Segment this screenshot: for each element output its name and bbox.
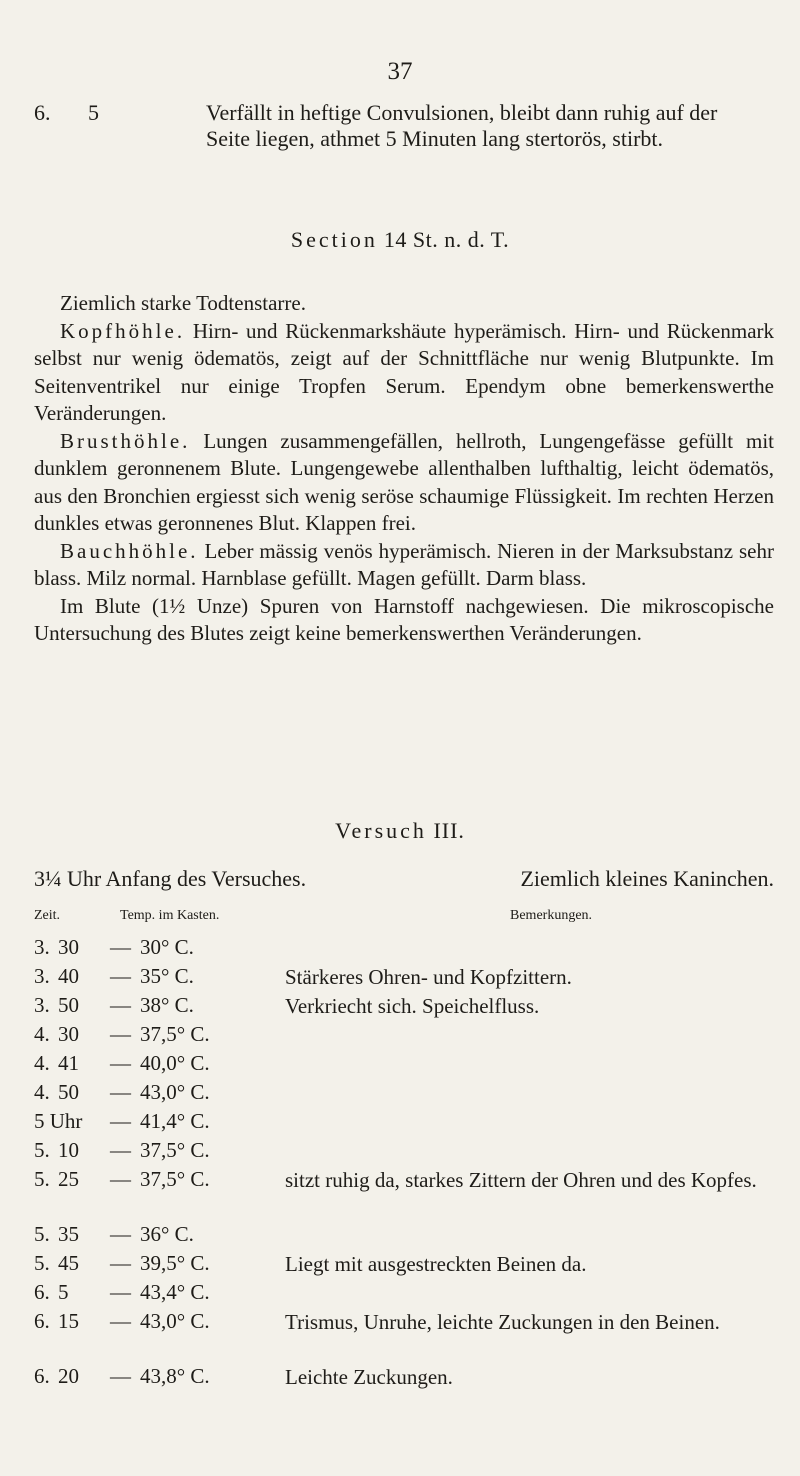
row-dash: — <box>110 1167 131 1191</box>
time-hour: 4. <box>34 1022 50 1046</box>
label-kopfhoehle: Kopfhöhle. <box>60 318 186 343</box>
time-minute: 41 <box>58 1051 79 1075</box>
row-dash: — <box>110 1022 131 1046</box>
row-dash: — <box>110 1309 131 1333</box>
autopsy-report <box>34 290 774 648</box>
remark-text: Stärkeres Ohren- und Kopfzittern. <box>285 965 572 989</box>
column-header-bemerkungen: Bemerkungen. <box>510 908 593 923</box>
time-hour: 6. <box>34 1280 50 1304</box>
time-minute: 20 <box>58 1364 79 1388</box>
time-hour: 6. <box>34 1364 50 1388</box>
label-brusthoehle: Brusthöhle. <box>60 428 191 453</box>
temperature-value: 37,5° C. <box>140 1167 210 1191</box>
versuch-heading-num: III. <box>433 818 465 843</box>
row-dash: — <box>110 1364 131 1388</box>
versuch-intro-subject: Ziemlich kleines Kaninchen. <box>520 866 774 891</box>
row-dash: — <box>110 964 131 988</box>
time-hour: 5. <box>34 1222 50 1246</box>
row-dash: — <box>110 1138 131 1162</box>
row-dash: — <box>110 1051 131 1075</box>
temperature-value: 36° C. <box>140 1222 194 1246</box>
time-hour: 3. <box>34 935 50 959</box>
versuch-intro-start: 3¼ Uhr Anfang des Versuches. <box>34 866 307 891</box>
temperature-value: 40,0° C. <box>140 1051 210 1075</box>
paragraph-blut: Im Blute (1½ Unze) Spuren von Harnstoff nachgewiesen. Die mikroscopische Untersuchung des Blutes zeigt keine bemerkenswerthen Veränderungen. <box>34 593 774 645</box>
time-hour: 5 Uhr <box>34 1109 83 1133</box>
remark-text: Verkriecht sich. Speichelfluss. <box>285 994 540 1018</box>
entry-hour: 6. <box>34 100 51 125</box>
time-hour: 6. <box>34 1309 50 1333</box>
temperature-value: 37,5° C. <box>140 1022 210 1046</box>
time-minute: 50 <box>58 993 79 1017</box>
time-hour: 5. <box>34 1138 50 1162</box>
row-dash: — <box>110 935 131 959</box>
time-minute: 40 <box>58 964 79 988</box>
temperature-value: 43,0° C. <box>140 1309 210 1333</box>
remark-text: Leichte Zuckungen. <box>285 1365 453 1389</box>
temperature-value: 41,4° C. <box>140 1109 210 1133</box>
paragraph-todtenstarre: Ziemlich starke Todtenstarre. <box>60 291 306 315</box>
temperature-value: 43,8° C. <box>140 1364 210 1388</box>
remark-text: sitzt ruhig da, starkes Zittern der Ohren und des Kopfes. <box>285 1168 757 1192</box>
label-bauchhoehle: Bauchhöhle. <box>60 538 199 563</box>
time-hour: 3. <box>34 964 50 988</box>
time-minute: 5 <box>58 1280 69 1304</box>
section-heading-word: Section <box>290 227 378 252</box>
column-header-zeit: Zeit. <box>34 908 61 923</box>
temperature-value: 43,4° C. <box>140 1280 210 1304</box>
time-minute: 45 <box>58 1251 79 1275</box>
remark-text: Liegt mit ausgestreckten Beinen da. <box>285 1252 587 1276</box>
temperature-value: 43,0° C. <box>140 1080 210 1104</box>
temperature-value: 39,5° C. <box>140 1251 210 1275</box>
paragraph-bauchhoehle <box>34 538 774 593</box>
time-hour: 5. <box>34 1251 50 1275</box>
text-brusthoehle: Lungen zusammengefällen, hellroth, Lungengefässe gefüllt mit dunklem geronnenem Blute. Lungengewebe allenthalben lufthaltig, leicht ödematös, aus den Bronchien ergiesst sich wenig seröse schaumige Flüssigkeit. Im rechten Herzen dunkles etwas geronnenes Blut. Klappen frei. <box>34 428 774 535</box>
paragraph-kopfhoehle <box>34 318 774 428</box>
section-heading-rest: 14 St. n. d. T. <box>383 227 510 252</box>
temperature-value: 35° C. <box>140 964 194 988</box>
section-heading <box>0 227 800 253</box>
entry-minute: 5 <box>88 100 99 125</box>
page-number: 37 <box>387 58 413 85</box>
entry-text: Verfällt in heftige Convulsionen, bleibt dann ruhig auf der Seite liegen, athmet 5 Minuten lang stertorös, stirbt. <box>206 100 718 151</box>
text-kopfhoehle: Hirn- und Rückenmarkshäute hyperämisch. Hirn- und Rückenmark selbst nur wenig ödematös, zeigt auf der Schnittfläche nur wenig Blutpunkte. Im Seitenventrikel nur einige Tropfen Serum. Ependym obne bemerkenswerthe Veränderungen. <box>34 318 775 425</box>
time-minute: 50 <box>58 1080 79 1104</box>
temperature-value: 30° C. <box>140 935 194 959</box>
remark-text: Trismus, Unruhe, leichte Zuckungen in den Beinen. <box>285 1310 720 1334</box>
versuch-heading-word: Versuch <box>335 818 427 843</box>
temperature-value: 37,5° C. <box>140 1138 210 1162</box>
time-minute: 35 <box>58 1222 79 1246</box>
column-header-temp: Temp. im Kasten. <box>120 908 220 923</box>
row-dash: — <box>110 993 131 1017</box>
row-dash: — <box>110 1280 131 1304</box>
time-hour: 5. <box>34 1167 50 1191</box>
time-minute: 30 <box>58 935 79 959</box>
time-hour: 4. <box>34 1051 50 1075</box>
row-dash: — <box>110 1222 131 1246</box>
versuch-heading <box>0 818 800 844</box>
row-dash: — <box>110 1080 131 1104</box>
versuch-intro <box>34 866 774 892</box>
temperature-value: 38° C. <box>140 993 194 1017</box>
row-dash: — <box>110 1109 131 1133</box>
row-dash: — <box>110 1251 131 1275</box>
time-minute: 10 <box>58 1138 79 1162</box>
time-minute: 25 <box>58 1167 79 1191</box>
paragraph-brusthoehle <box>34 428 774 538</box>
text-bauchhoehle: Leber mässig venös hyperämisch. Nieren in der Marksubstanz sehr blass. Milz normal. Harnblase gefüllt. Magen gefüllt. Darm blass. <box>34 538 774 590</box>
time-minute: 15 <box>58 1309 79 1333</box>
time-hour: 3. <box>34 993 50 1017</box>
time-hour: 4. <box>34 1080 50 1104</box>
time-minute: 30 <box>58 1022 79 1046</box>
